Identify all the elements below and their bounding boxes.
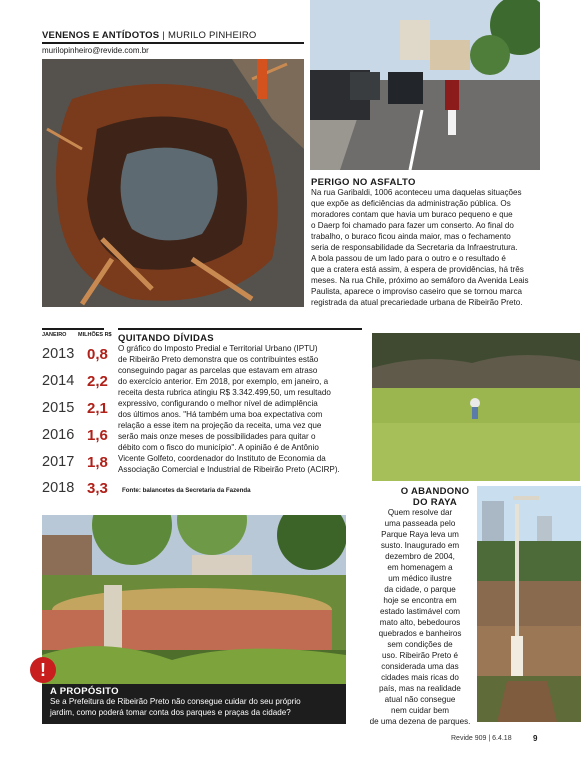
text-line: país, mas na realidade	[379, 684, 461, 693]
author-email[interactable]: murilopinheiro@revide.com.br	[42, 46, 149, 55]
year-cell: 2015	[42, 400, 75, 416]
text-line: conseguindo pagar as parcelas que estavam em atraso	[118, 366, 318, 375]
text-line: jardim, como poderá tomar conta dos parques e praças da cidade?	[50, 708, 291, 717]
dividas-text	[118, 343, 366, 475]
text-line: um médico ilustre	[388, 574, 452, 583]
text-line: Na rua Garibaldi, 1006 aconteceu uma daquelas situações	[311, 188, 522, 197]
text-line: nem cuidar bem	[390, 706, 450, 715]
text-line: considerada uma das	[381, 662, 459, 671]
proposito-title: A PROPÓSITO	[50, 686, 119, 697]
header-separator: |	[162, 30, 165, 41]
lamp-post-photo	[477, 486, 581, 722]
text-line: hoje se encontra em	[383, 596, 457, 605]
col-header-value: MILHÕES R$	[78, 332, 112, 338]
text-line: de uma dezena de parques.	[369, 717, 471, 726]
text-line: moradores contam que havia um buraco pequeno e que	[311, 210, 513, 219]
text-line: em homenagem a	[387, 563, 453, 572]
street-photo	[310, 0, 540, 170]
value-cell: 1,8	[87, 454, 108, 471]
text-line: serão mais onze meses de possibilidades para quitar o	[118, 432, 316, 441]
park-field-photo	[372, 333, 580, 481]
text-line: Vicente Golfeto, coordenador do Instituto de Economia da	[118, 454, 326, 463]
alert-icon: !	[30, 657, 56, 683]
author-name: MURILO PINHEIRO	[167, 30, 257, 41]
value-cell: 1,6	[87, 427, 108, 444]
year-cell: 2018	[42, 480, 75, 496]
text-line: meses. Na rua Chile, próximo ao semáforo da Avenida Leais	[311, 276, 529, 285]
issue-info: Revide 909 | 6.4.18	[451, 735, 512, 742]
text-line: cidades mais ricas do	[381, 673, 459, 682]
text-line: uso. Ribeirão Preto é	[381, 651, 459, 660]
raya-text	[367, 507, 473, 727]
proposito-text	[50, 696, 344, 718]
text-line: Paulista, aparece o improviso caseiro que se tornou marca	[311, 287, 522, 296]
text-line: Quem resolve dar	[387, 508, 453, 517]
text-line: seria de responsabilidade da Secretaria da Infraestrutura.	[311, 243, 518, 252]
text-line: Parque Raya leva um	[381, 530, 459, 539]
column-header	[42, 30, 256, 41]
raya-title-line: DO RAYA	[412, 497, 458, 508]
asfalto-text	[311, 187, 543, 308]
table-rule	[42, 328, 104, 330]
col-header-year: JANEIRO	[42, 332, 67, 338]
text-line: O gráfico do Imposto Predial e Territorial Urbano (IPTU)	[118, 344, 318, 353]
text-line: dos últimos anos. "Há também uma boa expectativa com	[118, 410, 323, 419]
text-line: relação a esse item na projeção da receita, uma vez que	[118, 421, 322, 430]
text-line: receita desta rubrica atingiu R$ 3.342.499,50, um resultado	[118, 388, 331, 397]
asfalto-title: PERIGO NO ASFALTO	[311, 177, 416, 188]
text-line: que a cratera está assim, à espera de providências, há três	[311, 265, 524, 274]
text-line: registrada da atual precariedade urbana de Ribeirão Preto.	[311, 298, 523, 307]
dividas-title: QUITANDO DÍVIDAS	[118, 333, 214, 344]
text-line: de Ribeirão Preto demonstra que os contribuintes estão	[118, 355, 319, 364]
text-line: A bola passou de um lado para o outro e o resultado é	[311, 254, 506, 263]
value-cell: 0,8	[87, 346, 108, 363]
garden-photo	[42, 515, 346, 685]
text-line: Se a Prefeitura de Ribeirão Preto não consegue cuidar do seu próprio	[50, 697, 301, 706]
text-line: da cidade, o parque	[384, 585, 456, 594]
page-number: 9	[533, 734, 538, 743]
source-note: Fonte: balancetes da Secretaria da Fazenda	[122, 487, 251, 494]
text-line: o Daerp foi chamado para fazer um conserto. Ao final do	[311, 221, 514, 230]
text-line: do exercício anterior. Em 2018, por exemplo, em janeiro, a	[118, 377, 329, 386]
text-line: débito com o fisco do município". A opinião é de Antônio	[118, 443, 319, 452]
dividas-rule	[118, 328, 362, 330]
year-cell: 2013	[42, 346, 75, 362]
text-line: expressivo, configurando o melhor nível de adimplência	[118, 399, 318, 408]
value-cell: 2,2	[87, 373, 108, 390]
text-line: Associação Comercial e Industrial de Ribeirão Preto (ACIRP).	[118, 465, 340, 474]
text-line: susto. Inaugurado em	[380, 541, 460, 550]
raya-title-line: O ABANDONO	[400, 486, 470, 497]
text-line: quebrados e banheiros	[378, 629, 462, 638]
header-rule	[42, 42, 304, 44]
text-line: que expõe as deficiências da administração pública. Os	[311, 199, 511, 208]
section-title: VENENOS E ANTÍDOTOS	[42, 30, 160, 41]
pothole-photo	[42, 59, 304, 307]
text-line: uma passeada pelo	[384, 519, 456, 528]
text-line: estado lastimável com	[379, 607, 461, 616]
year-cell: 2017	[42, 454, 75, 470]
year-cell: 2014	[42, 373, 75, 389]
raya-title	[395, 486, 475, 508]
text-line: dezembro de 2004,	[385, 552, 455, 561]
text-line: sem condições de	[387, 640, 453, 649]
value-cell: 3,3	[87, 480, 108, 497]
year-cell: 2016	[42, 427, 75, 443]
text-line: trabalho, o buraco ficou ainda maior, mas o fechamento	[311, 232, 511, 241]
text-line: mato alto, bebedouros	[379, 618, 461, 627]
text-line: atual não consegue	[384, 695, 456, 704]
value-cell: 2,1	[87, 400, 108, 417]
